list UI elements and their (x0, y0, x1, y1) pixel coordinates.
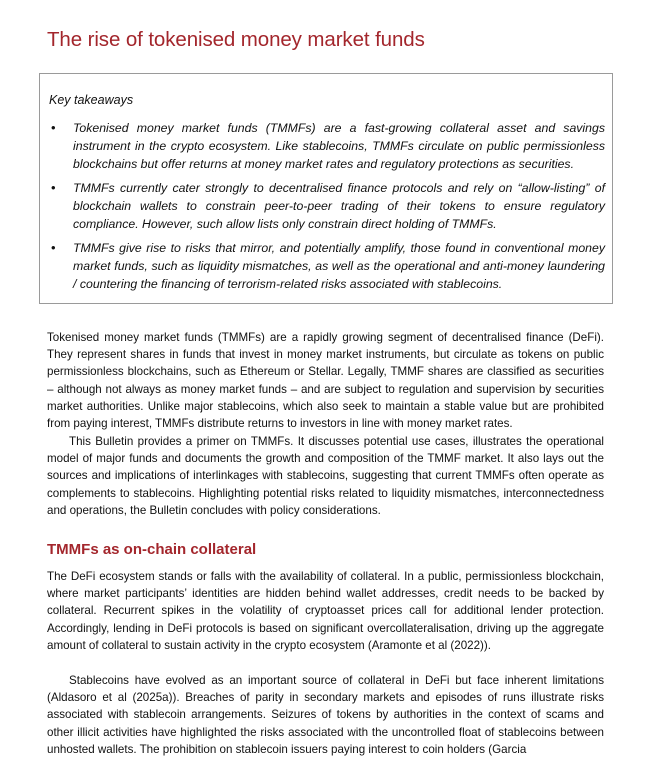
takeaway-item (49, 119, 605, 173)
key-takeaways-list (49, 119, 605, 299)
takeaway-item (49, 239, 605, 293)
bullet-icon: • (51, 240, 56, 255)
page-title: The rise of tokenised money market funds (47, 27, 425, 51)
section-heading: TMMFs as on-chain collateral (47, 541, 257, 558)
takeaway-text: TMMFs currently cater strongly to decentralised finance protocols and rely on “allow-listing” of blockchain wallets to constrain peer-to-peer trading of their tokens to ensure regulatory compliance. However, such allow lists only constrain direct holding of TMMFs. (73, 181, 605, 231)
section-paragraph-1: The DeFi ecosystem stands or falls with the availability of collateral. In a public, permissionless blockchain, where market participants’ identities are hidden behind wallet addresses, credit needs to be backed by collateral. Recurrent spikes in the volatility of cryptoasset prices call for additional lender protection. Accordingly, lending in DeFi protocols is based on significant overcollateralisation, driving up the aggregate amount of collateral to sustain activity in the crypto ecosystem (Aramonte et al (2022)). (47, 570, 604, 652)
takeaway-item (49, 179, 605, 233)
intro-paragraph-1: Tokenised money market funds (TMMFs) are a rapidly growing segment of decentralised finance (DeFi). They represent shares in funds that invest in money market instruments, but circulate as tokens on public permissionless blockchains, such as Ethereum or Stellar. Legally, TMMF shares are classified as securities – although not always as money market funds – and are subject to regulation and supervision by securities market authorities. Unlike major stablecoins, which also seek to maintain a stable value but are prohibited from paying interest, TMMFs distribute returns to investors in line with money market rates. (47, 331, 604, 431)
bullet-icon: • (51, 120, 56, 135)
intro-paragraph-2: This Bulletin provides a primer on TMMFs. It discusses potential use cases, illustrates the operational model of major funds and documents the growth and composition of the TMMF market. It also lays out the sources and implications of interlinkages with stablecoins, suggesting that current TMMFs often operate as complements to stablecoins. Highlighting potential risks related to liquidity mismatches, interconnectedness and operations, the Bulletin concludes with policy considerations. (47, 435, 604, 517)
takeaway-text: TMMFs give rise to risks that mirror, and potentially amplify, those found in conventional money market funds, such as liquidity mismatches, as well as the operational and anti-money laundering / countering the financing of terrorism-related risks associated with stablecoins. (73, 241, 605, 291)
key-takeaways-box (39, 73, 613, 304)
takeaway-text: Tokenised money market funds (TMMFs) are a fast-growing collateral asset and savings instrument in the crypto ecosystem. Like stablecoins, TMMFs circulate on public permissionless blockchains but offer returns at money market rates and regulatory protections as securities. (73, 121, 605, 171)
bullet-icon: • (51, 180, 56, 195)
key-takeaways-heading: Key takeaways (49, 93, 134, 107)
section-paragraph-2: Stablecoins have evolved as an important source of collateral in DeFi but face inherent limitations (Aldasoro et al (2025a)). Breaches of parity in secondary markets and episodes of runs illustrate risks associated with stablecoin arrangements. Seizures of tokens by authorities in the context of scams and other illicit activities have highlighted the risks associated with the uncontrolled float of stablecoins between unhosted wallets. The prohibition on stablecoin issuers paying interest to coin holders (Garcia (47, 674, 604, 756)
